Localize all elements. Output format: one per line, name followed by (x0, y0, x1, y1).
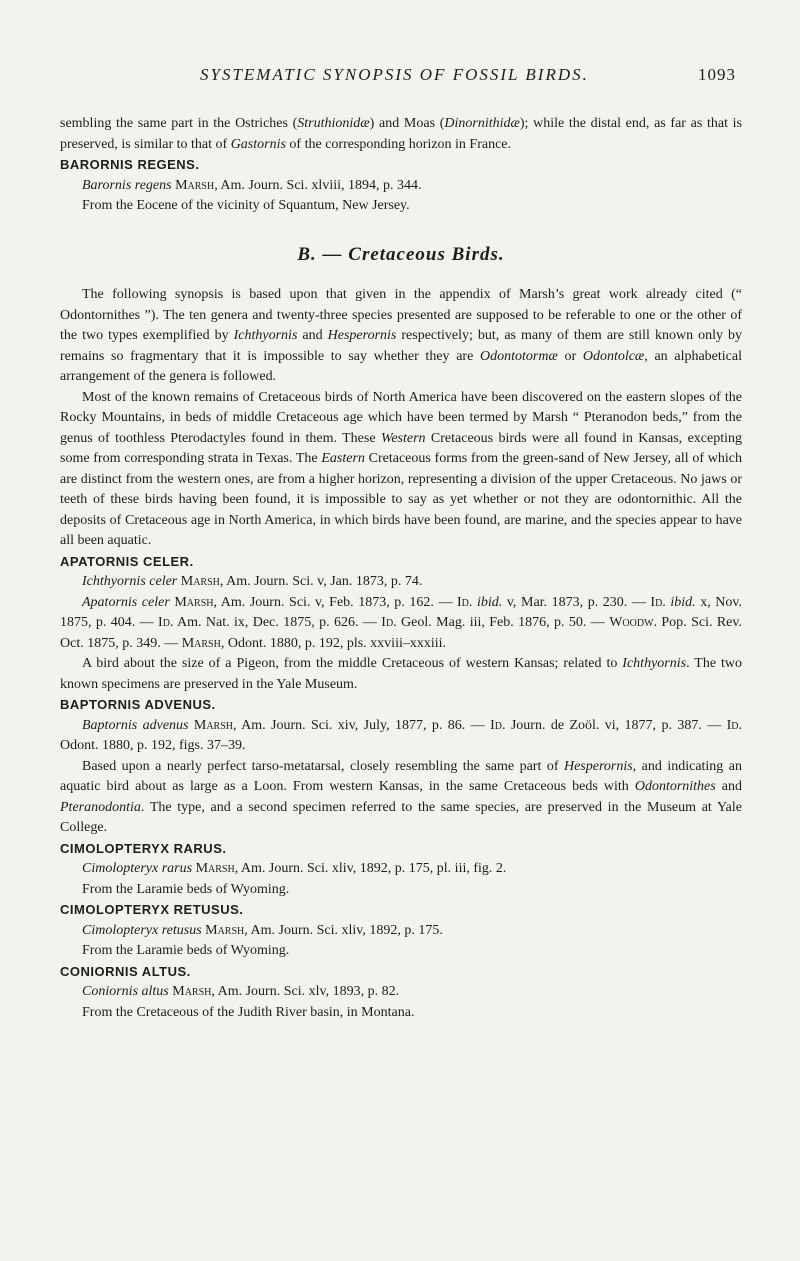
text-run: , and indicating an aquatic bird about as large as a Loon. From western Kansas, in the same Cretaceous beds with (60, 758, 742, 794)
text-run: . (468, 594, 477, 610)
author-name: Marsh (172, 984, 212, 999)
paragraph (60, 176, 742, 197)
italic-term: Hesperornis (327, 328, 397, 343)
text-run: . Pop. Sci. Rev. Oct. 1875, p. 349. — (60, 615, 742, 651)
italic-term: Ichthyornis celer (82, 574, 178, 589)
italic-term: Struthionidæ (297, 116, 370, 131)
paragraph (60, 196, 742, 217)
text-run: Cretaceous birds were all found in Kansas, excepting some from corresponding strata in Texas. The (60, 430, 743, 466)
author-name: Marsh (180, 574, 220, 589)
text-run: . Journ. de Zoöl. vi, 1877, p. 387. — (501, 717, 727, 733)
italic-term: Odontornithes (634, 779, 716, 794)
text-run: From the Laramie beds of Wyoming. (82, 943, 290, 958)
text-run: Most of the known remains of Cretaceous birds of North America have been discovered on the eastern slopes of the Rocky Mountains, in beds of middle Cretaceous age which have been termed by Marsh “ Pteranodon beds,” from the genus of toothless Pterodactyles found in them. These (60, 389, 742, 446)
italic-term: Ichthyornis (233, 328, 298, 343)
author-name: Marsh (174, 594, 214, 610)
text-run: . Odont. 1880, p. 192, figs. 37–39. (60, 717, 743, 753)
italic-term: Western (380, 430, 426, 446)
paragraph (60, 593, 742, 655)
author-name: Id (650, 594, 663, 610)
section-heading: B. — Cretaceous Birds. (297, 243, 505, 265)
genus-heading: CIMOLOPTERYX RARUS. (60, 840, 227, 856)
paragraph (60, 941, 742, 962)
text-run: . The two known specimens are preserved in the Yale Museum. (60, 656, 742, 692)
text-run: From the Cretaceous of the Judith River basin, in Montana. (82, 1004, 415, 1020)
italic-term: Cimolopteryx rarus (82, 861, 193, 876)
paragraph (60, 388, 742, 552)
text-run: and (715, 779, 742, 794)
italic-term: Ichthyornis (622, 656, 687, 671)
paragraph (60, 572, 742, 593)
genus-heading: BARORNIS REGENS. (60, 157, 200, 172)
text-run: respectively; but, as many of them are still known only by remains so fragmentary that it is impossible to say whether they are (60, 328, 743, 364)
author-name: Id (381, 615, 394, 630)
italic-term: Apatornis celer (82, 594, 170, 610)
text-run: . Am. Nat. ix, Dec. 1875, p. 626. — (169, 615, 382, 630)
text-run: , Am. Journ. Sci. xliv, 1892, p. 175. (244, 922, 443, 938)
author-name: Marsh (195, 861, 235, 876)
text-run: , Am. Journ. Sci. v, Feb. 1873, p. 162. — (213, 594, 458, 610)
text-run: and (297, 328, 328, 343)
paragraph (60, 982, 742, 1003)
text-run: . Geol. Mag. iii, Feb. 1876, p. 50. — (393, 615, 610, 630)
italic-term: ibid. (476, 594, 503, 610)
paragraph (60, 921, 742, 942)
author-name: Marsh (205, 922, 245, 938)
text-run: , Am. Journ. Sci. xiv, July, 1877, p. 86. — (233, 717, 491, 733)
genus-heading: CIMOLOPTERYX RETUSUS. (60, 902, 244, 917)
body-text (60, 114, 742, 1023)
text-run: v, Mar. 1873, p. 230. — (502, 594, 651, 610)
page-header (60, 65, 740, 91)
italic-term: Dinornithidæ (444, 116, 520, 131)
italic-term: Barornis regens (82, 177, 172, 193)
italic-term: ibid. (670, 594, 696, 610)
text-run: A bird about the size of a Pigeon, from the middle Cretaceous of western Kansas; related to (82, 656, 623, 671)
author-name: Woodw (609, 615, 654, 630)
text-run: Cretaceous forms from the green-sand of New Jersey, all of which are distinct from the western ones, are from a higher horizon, representing a division of the upper Cretaceous. No jaws or teeth of these birds having been found, it is impossible to say as yet whether or not they are odontornithic. All the deposits of Cretaceous age in North America, in which birds have been found, are marine, and the species appear to have all been aquatic. (60, 451, 742, 548)
text-run: From the Laramie beds of Wyoming. (82, 881, 290, 897)
author-name: Id (726, 717, 739, 733)
text-run: sembling the same part in the Ostriches ( (60, 116, 298, 131)
paragraph (60, 880, 742, 901)
italic-term: Coniornis altus (82, 984, 169, 999)
italic-term: Baptornis advenus (82, 717, 189, 733)
text-run: of the corresponding horizon in France. (285, 136, 512, 152)
page-number: 1093 (698, 65, 736, 84)
text-run: ); while the distal end, as far as that is preserved, is similar to that of (60, 116, 743, 152)
author-name: Id (490, 717, 502, 733)
text-run: Based upon a nearly perfect tarso-metatarsal, closely resembling the same part of (82, 758, 564, 774)
italic-term: Cimolopteryx retusus (82, 922, 202, 938)
paragraph (60, 654, 742, 695)
paragraph (60, 716, 742, 757)
text-run: . The type, and a second specimen referred to the same species, are preserved in the Museum at Yale College. (60, 799, 742, 835)
text-run: ) and Moas ( (369, 116, 445, 131)
italic-term: Odontolcæ (582, 348, 645, 364)
italic-term: Odontotormæ (480, 348, 558, 364)
paragraph (60, 114, 742, 155)
genus-heading: CONIORNIS ALTUS. (60, 963, 191, 979)
text-run: From the Eocene of the vicinity of Squantum, New Jersey. (82, 198, 410, 213)
paragraph (60, 757, 742, 839)
author-name: Marsh (193, 717, 234, 733)
text-run: The following synopsis is based upon that given in the appendix of Marsh’s great work already cited (“ Odontornithes ”). The ten genera and twenty-three species presented are supposed to be referable to one or the other of the two types exemplified by (60, 287, 742, 343)
text-run: . (662, 594, 671, 610)
text-run: , Am. Journ. Sci. v, Jan. 1873, p. 74. (219, 574, 423, 589)
text-run: , Am. Journ. Sci. xliv, 1892, p. 175, pl. iii, fig. 2. (234, 861, 507, 876)
paragraph (60, 1003, 742, 1024)
text-run: or (557, 348, 583, 364)
text-run: , Am. Journ. Sci. xlviii, 1894, p. 344. (214, 177, 422, 193)
italic-term: Gastornis (230, 136, 286, 152)
author-name: Marsh (175, 177, 215, 193)
text-run: , Odont. 1880, p. 192, pls. xxviii–xxxiii. (220, 635, 447, 651)
text-run: x, Nov. 1875, p. 404. — (60, 594, 742, 630)
running-title: SYSTEMATIC SYNOPSIS OF FOSSIL BIRDS. (200, 65, 589, 84)
author-name: Id (457, 594, 469, 610)
author-name: Id (158, 615, 170, 630)
italic-term: Eastern (321, 451, 365, 466)
text-run: , Am. Journ. Sci. xlv, 1893, p. 82. (211, 984, 400, 999)
author-name: Marsh (181, 635, 221, 651)
italic-term: Hesperornis (563, 758, 633, 774)
genus-heading: BAPTORNIS ADVENUS. (60, 697, 216, 712)
genus-heading: APATORNIS CELER. (60, 553, 194, 569)
italic-term: Pteranodontia (60, 799, 141, 815)
paragraph (60, 285, 742, 388)
paragraph (60, 859, 742, 880)
text-run: , an alphabetical arrangement of the genera is followed. (60, 348, 742, 384)
